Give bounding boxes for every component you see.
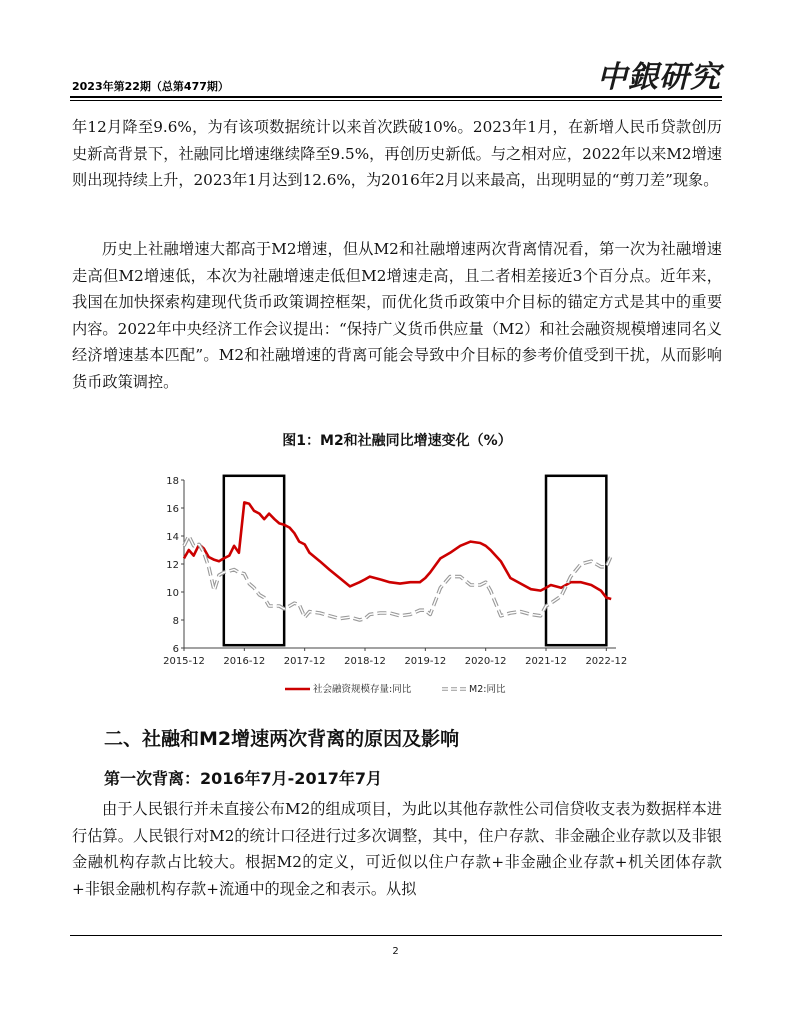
tsf-data-point xyxy=(550,584,551,585)
m2-data-point xyxy=(389,612,390,613)
line-chart xyxy=(150,462,630,707)
m2-data-point xyxy=(449,576,450,577)
m2-data-point xyxy=(294,603,295,604)
tsf-data-point xyxy=(214,559,215,560)
m2-data-point xyxy=(319,612,320,613)
m2-data-point xyxy=(188,535,189,536)
m2-data-point xyxy=(490,590,491,591)
tsf-data-point xyxy=(238,552,239,553)
m2-data-point xyxy=(419,610,420,611)
m2-data-point xyxy=(460,576,461,577)
legend-label-m2: M2:同比 xyxy=(469,684,506,695)
m2-data-point xyxy=(600,566,601,567)
subsection-title: 第一次背离：2016年7月-2017年7月 xyxy=(104,769,382,788)
tsf-data-point xyxy=(611,598,612,599)
m2-data-point xyxy=(550,603,551,604)
m2-data-point xyxy=(399,615,400,616)
m2-data-point xyxy=(218,575,219,576)
tsf-data-point xyxy=(530,589,531,590)
y-tick-label: 18 xyxy=(166,476,179,487)
tsf-data-point xyxy=(545,587,546,588)
tsf-data-point xyxy=(229,555,230,556)
tsf-data-point xyxy=(449,552,450,553)
m2-data-point xyxy=(229,570,230,571)
m2-data-point xyxy=(480,584,481,585)
m2-data-point xyxy=(203,552,204,553)
m2-data-point xyxy=(198,544,199,545)
m2-data-point xyxy=(223,572,224,573)
tsf-data-point xyxy=(460,545,461,546)
y-tick-label: 10 xyxy=(166,588,179,599)
x-tick-label: 2017-12 xyxy=(283,656,326,667)
tsf-data-point xyxy=(480,542,481,543)
tsf-data-point xyxy=(279,523,280,524)
tsf-data-point xyxy=(259,513,260,514)
tsf-data-point xyxy=(233,545,234,546)
tsf-data-point xyxy=(379,579,380,580)
m2-data-point xyxy=(560,596,561,597)
tsf-data-point xyxy=(410,582,411,583)
m2-data-point xyxy=(379,612,380,613)
tsf-data-point xyxy=(600,590,601,591)
tsf-data-point xyxy=(264,519,265,520)
m2-data-point xyxy=(570,576,571,577)
tsf-data-point xyxy=(425,577,426,578)
x-tick-label: 2018-12 xyxy=(344,656,386,667)
m2-data-point xyxy=(279,605,280,606)
m2-data-point xyxy=(249,583,250,584)
tsf-data-point xyxy=(485,545,486,546)
y-tick-label: 12 xyxy=(166,560,179,571)
tsf-data-point xyxy=(389,582,390,583)
tsf-data-point xyxy=(560,587,561,588)
tsf-data-point xyxy=(319,561,320,562)
m2-data-point xyxy=(500,615,501,616)
tsf-data-point xyxy=(339,577,340,578)
m2-data-point xyxy=(349,617,350,618)
x-tick-label: 2015-12 xyxy=(163,656,205,667)
m2-data-point xyxy=(238,572,239,573)
y-tick-label: 16 xyxy=(166,504,179,515)
tsf-data-point xyxy=(249,503,250,504)
m2-data-point xyxy=(359,619,360,620)
tsf-data-point xyxy=(294,533,295,534)
tsf-data-point xyxy=(268,513,269,514)
m2-data-point xyxy=(329,615,330,616)
section-title: 二、社融和M2增速两次背离的原因及影响 xyxy=(104,728,460,750)
x-tick-label: 2019-12 xyxy=(404,656,447,667)
tsf-data-point xyxy=(540,590,541,591)
m2-data-point xyxy=(253,587,254,588)
tsf-data-point xyxy=(284,524,285,525)
chart-series xyxy=(183,502,611,621)
m2-data-point xyxy=(289,605,290,606)
m2-data-point xyxy=(233,569,234,570)
x-tick-label: 2020-12 xyxy=(464,656,507,667)
m2-data-point xyxy=(520,611,521,612)
footer-rule xyxy=(70,935,722,936)
tsf-data-point xyxy=(218,561,219,562)
y-tick-label: 8 xyxy=(172,616,179,627)
y-tick-label: 6 xyxy=(172,644,179,655)
m2-data-point xyxy=(264,597,265,598)
chart-container xyxy=(150,462,630,707)
m2-data-point xyxy=(485,582,486,583)
paragraph-1: 年12月降至9.6%，为有该项数据统计以来首次跌破10%。2023年1月，在新增人民币贷款创历史新高背景下，社融同比增速继续降至9.5%，再创历史新低。与之相对应，2022年以来M2增速则出现持续上升，2023年1月达到12.6%，为2016年2月以来最高，出现明显的“剪刀差”现象。 xyxy=(72,118,722,190)
m2-data-point xyxy=(304,617,305,618)
tsf-data-point xyxy=(359,582,360,583)
tsf-data-point xyxy=(520,583,521,584)
highlight-box xyxy=(546,476,606,645)
m2-data-point xyxy=(259,594,260,595)
tsf-data-point xyxy=(349,586,350,587)
tsf-data-point xyxy=(430,572,431,573)
tsf-data-point xyxy=(490,549,491,550)
tsf-data-point xyxy=(500,561,501,562)
tsf-data-point xyxy=(470,541,471,542)
tsf-data-point xyxy=(329,569,330,570)
header-rule xyxy=(70,96,722,98)
m2-data-point xyxy=(470,584,471,585)
m2-data-point xyxy=(208,566,209,567)
figure-title: 图1：M2和社融同比增速变化（%） xyxy=(282,433,512,449)
tsf-data-point xyxy=(253,510,254,511)
x-tick-label: 2022-12 xyxy=(585,656,628,667)
tsf-data-point xyxy=(606,597,607,598)
m2-data-point xyxy=(244,573,245,574)
tsf-data-point xyxy=(510,577,511,578)
highlight-boxes xyxy=(224,476,607,645)
m2-data-point xyxy=(430,614,431,615)
highlight-box xyxy=(224,476,284,645)
tsf-data-point xyxy=(364,579,365,580)
tsf-data-point xyxy=(274,519,275,520)
tsf-data-point xyxy=(193,555,194,556)
tsf-data-point xyxy=(244,502,245,503)
m2-data-point xyxy=(299,604,300,605)
tsf-data-point xyxy=(440,558,441,559)
tsf-data-point xyxy=(299,541,300,542)
m2-data-point xyxy=(611,555,612,556)
chart-legend xyxy=(285,683,506,695)
tsf-data-point xyxy=(309,552,310,553)
boc-research-logo: 中銀研究 xyxy=(597,60,721,95)
x-tick-label: 2021-12 xyxy=(525,656,567,667)
x-tick-label: 2016-12 xyxy=(223,656,266,667)
m2-data-point xyxy=(410,614,411,615)
paragraph-3: 由于人民银行并未直接公布M2的组成项目，为此以其他存款性公司信贷收支表为数据样本进行估算。人民银行对M2的统计口径进行过多次调整，其中，住户存款、非金融企业存款以及非银金融机构存款占比较大。根据M2的定义，可近似以住户存款+非金融企业存款+机关团体存款+非银金融机构存款+流通中的现金之和表示。从拟 xyxy=(72,800,722,898)
tsf-data-point xyxy=(223,558,224,559)
m2-data-point xyxy=(530,614,531,615)
m2-data-point xyxy=(268,605,269,606)
m2-data-point xyxy=(540,615,541,616)
tsf-data-point xyxy=(419,582,420,583)
m2-data-point xyxy=(284,608,285,609)
header-rule-thin xyxy=(70,100,722,101)
m2-data-point xyxy=(193,545,194,546)
m2-data-point xyxy=(580,563,581,564)
tsf-data-point xyxy=(188,549,189,550)
m2-data-point xyxy=(545,605,546,606)
tsf-data-point xyxy=(580,582,581,583)
paragraph-2: 历史上社融增速大都高于M2增速，但从M2和社融增速两次背离情况看，第一次为社融增速走高但M2增速低，本次为社融增速走低但M2增速走高，且二者相差接近3个百分点。近年来，我国在加快探索构建现代货币政策调控框架，而优化货币政策中介目标的锚定方式是其中的重要内容。2022年中央经济工作会议提出：“保持广义货币供应量（M2）和社会融资规模增速同名义经济增速基本匹配”。M2和社融增速的背离可能会导致中介目标的参考价值受到干扰，从而影响货币政策调控。 xyxy=(72,240,722,391)
issue-label: 2023年第22期（总第477期） xyxy=(72,80,229,93)
m2-data-point xyxy=(274,605,275,606)
tsf-data-point xyxy=(369,576,370,577)
tsf-data-point xyxy=(304,544,305,545)
m2-data-point xyxy=(606,566,607,567)
m2-data-point xyxy=(591,561,592,562)
tsf-data-point xyxy=(570,582,571,583)
m2-data-point xyxy=(339,618,340,619)
y-tick-label: 14 xyxy=(166,532,179,543)
tsf-data-point xyxy=(591,584,592,585)
tsf-data-point xyxy=(289,527,290,528)
m2-data-point xyxy=(369,614,370,615)
m2-data-point xyxy=(364,618,365,619)
m2-data-point xyxy=(510,612,511,613)
tsf-data-point xyxy=(399,583,400,584)
page-number: 2 xyxy=(392,946,399,957)
tsf-data-point xyxy=(208,556,209,557)
legend-label-tsf: 社会融资规模存量:同比 xyxy=(313,684,412,695)
m2-data-point xyxy=(440,587,441,588)
m2-data-point xyxy=(214,590,215,591)
tsf-data-point xyxy=(183,558,184,559)
m2-data-point xyxy=(183,545,184,546)
m2-data-point xyxy=(425,610,426,611)
m2-data-point xyxy=(309,611,310,612)
